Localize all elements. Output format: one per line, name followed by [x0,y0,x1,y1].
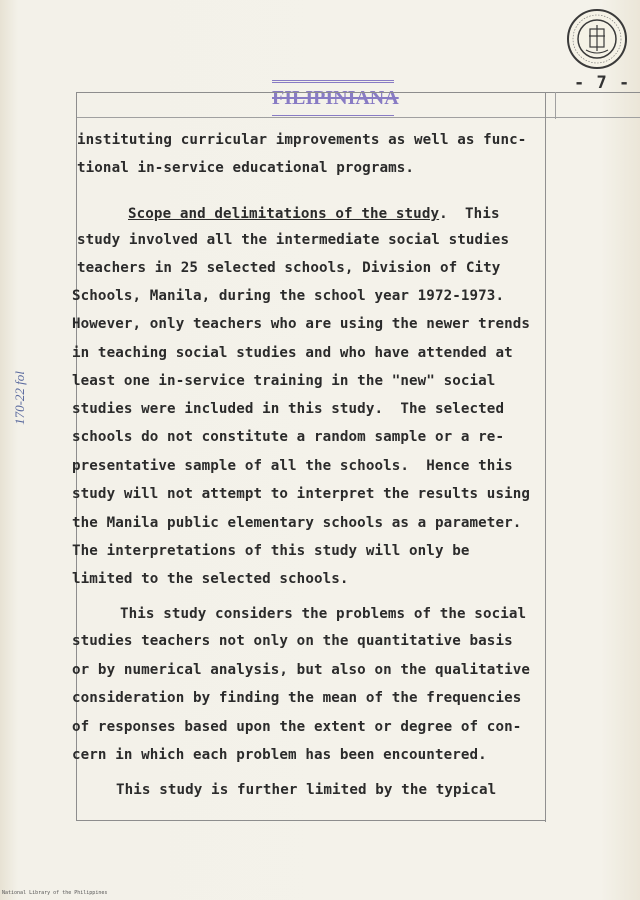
page-number: - 7 - [574,73,631,93]
text-line [72,373,495,389]
frame-line-left [76,92,77,820]
text-segment: This study is further limited by the typical [116,782,497,798]
text-segment: schools do not constitute a random sample or a re- [72,429,505,445]
text-segment: teachers in 25 selected schools, Division of City [77,260,501,276]
text-line [72,719,521,735]
text-line [72,401,504,417]
text-line [72,316,530,332]
text-segment: The interpretations of this study will only be [72,543,470,559]
text-segment: cern in which each problem has been encountered. [72,747,487,763]
text-segment: Schools, Manila, during the school year 1972-1973. [72,288,505,304]
text-line [72,345,513,361]
text-line [128,206,500,222]
text-segment: or by numerical analysis, but also on the qualitative [72,662,531,678]
text-segment: consideration by finding the mean of the frequencies [72,690,522,706]
footer-text: National Library of the Philippines [2,890,108,896]
text-line [72,633,513,649]
text-line [77,132,526,148]
text-segment: instituting curricular improvements as well as func- [77,132,527,148]
text-segment: However, only teachers who are using the newer trends [72,316,531,332]
text-segment: tional in-service educational programs. [77,160,415,176]
text-line [72,288,504,304]
text-line [116,782,496,798]
text-segment: study will not attempt to interpret the results using [72,486,531,502]
text-segment: presentative sample of all the schools. Hence this [72,458,513,474]
filipiniana-stamp: FILIPINIANA [272,80,394,118]
text-line [72,747,487,763]
text-line [72,571,349,587]
text-segment: studies were included in this study. The selected [72,401,505,417]
text-line [77,160,414,176]
text-segment: limited to the selected schools. [72,571,349,587]
text-segment: the Manila public elementary schools as a parameter. [72,515,522,531]
frame-line-bottom [76,820,546,821]
text-line [72,486,530,502]
text-line [72,458,513,474]
text-line [72,543,470,559]
text-segment: least one in-service training in the "new" social [72,373,496,389]
text-line [72,662,530,678]
text-segment: study involved all the intermediate social studies [77,232,510,248]
section-heading: Scope and delimitations of the study [128,206,440,222]
frame-line-right-outer [555,92,556,119]
text-segment: in teaching social studies and who have attended at [72,345,513,361]
text-segment: This study considers the problems of the social [120,606,527,622]
text-line [77,260,500,276]
text-line [72,515,521,531]
text-line [77,232,509,248]
text-segment: of responses based upon the extent or degree of con- [72,719,522,735]
text-line [120,606,526,622]
frame-line-right [545,92,546,822]
text-segment: studies teachers not only on the quantitative basis [72,633,513,649]
margin-note: 170-22 fol [12,371,27,425]
text-line [72,690,521,706]
university-seal-icon [566,8,628,70]
text-segment: . This [439,206,500,222]
text-line [72,429,504,445]
